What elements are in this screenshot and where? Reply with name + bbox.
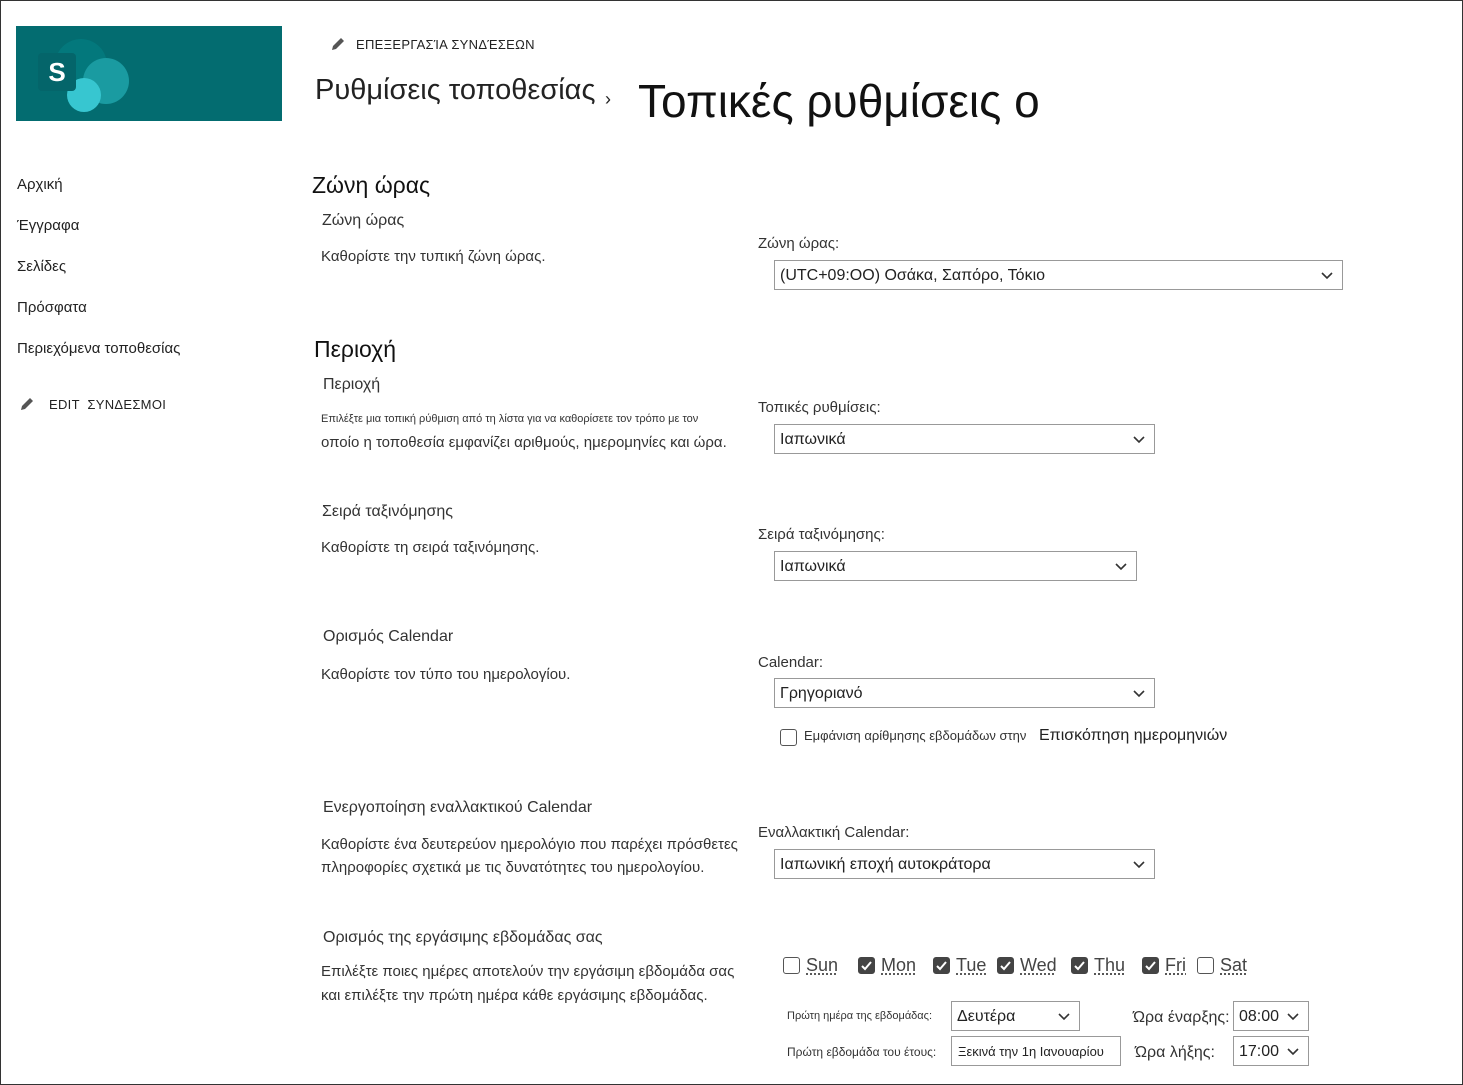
sort-description: Καθορίστε τη σειρά ταξινόμησης. <box>321 539 540 556</box>
breadcrumb-separator: › <box>605 89 611 109</box>
timezone-select[interactable] <box>774 260 1343 290</box>
quick-launch-nav <box>17 175 277 380</box>
end-time-label: Ώρα λήξης: <box>1135 1044 1215 1061</box>
chevron-down-icon <box>1114 560 1128 574</box>
calendar-label: Calendar: <box>758 654 824 671</box>
chevron-down-icon <box>1286 1045 1300 1059</box>
alt-calendar-select[interactable] <box>774 849 1155 879</box>
checkmark-icon <box>860 959 873 972</box>
chevron-down-icon <box>1057 1010 1071 1024</box>
work-day-1[interactable] <box>858 955 933 976</box>
work-day-0[interactable] <box>783 955 858 976</box>
alt-calendar-subheading: Ενεργοποίηση εναλλακτικού Calendar <box>323 799 593 816</box>
work-day-label: Tue <box>956 955 987 975</box>
first-week-field[interactable]: Ξεκινά την 1η Ιανουαρίου <box>951 1036 1121 1066</box>
work-week-description-line1: Επιλέξτε ποιες ημέρες αποτελούν την εργάσιμη εβδομάδα σας <box>321 963 735 980</box>
calendar-subheading: Ορισμός Calendar <box>323 628 454 645</box>
work-week-description-line2: και επιλέξτε την πρώτη ημέρα κάθε εργάσιμης εβδομάδας. <box>321 987 708 1004</box>
chevron-down-icon <box>1132 687 1146 701</box>
nav-edit-links-label: EDIT ΣΥΝΔΕΣΜΟΙ <box>49 396 167 412</box>
work-day-label: Mon <box>881 955 917 975</box>
pencil-icon <box>19 396 35 412</box>
locale-select[interactable] <box>774 424 1155 454</box>
chevron-down-icon <box>1286 1010 1300 1024</box>
timezone-description: Καθορίστε την τυπική ζώνη ώρας. <box>321 248 546 265</box>
checkmark-icon <box>1144 959 1157 972</box>
sort-select-value: Ιαπωνικά <box>780 558 846 575</box>
nav-item-pages[interactable]: Σελίδες <box>17 258 67 275</box>
work-days-row <box>783 955 1257 976</box>
nav-item-site-contents[interactable]: Περιεχόμενα τοποθεσίας <box>17 340 181 357</box>
week-numbers-checkbox[interactable] <box>780 729 797 746</box>
work-day-2[interactable] <box>933 955 997 976</box>
week-numbers-label-2: Επισκόπηση ημερομηνιών <box>1039 727 1228 744</box>
calendar-select-value: Γρηγοριανό <box>780 685 863 702</box>
nav-item-documents[interactable]: Έγγραφα <box>17 217 80 234</box>
site-logo[interactable] <box>16 26 282 121</box>
first-day-select[interactable] <box>951 1001 1080 1031</box>
calendar-description: Καθορίστε τον τύπο του ημερολογίου. <box>321 666 571 683</box>
work-day-label: Fri <box>1165 955 1186 975</box>
first-day-select-value: Δευτέρα <box>957 1008 1016 1025</box>
nav-edit-links[interactable] <box>19 396 166 412</box>
start-time-select[interactable] <box>1233 1001 1309 1031</box>
work-day-label: Sun <box>806 955 839 975</box>
alt-calendar-label: Εναλλακτική Calendar: <box>758 824 910 841</box>
end-time-select-value: 17:00 <box>1239 1043 1280 1060</box>
checkmark-icon <box>1073 959 1086 972</box>
start-time-select-value: 08:00 <box>1239 1008 1280 1025</box>
timezone-select-value: (UTC+09:OO) Οσάκα, Σαπόρο, Τόκιο <box>780 267 1046 284</box>
region-heading: Περιοχή <box>314 336 397 362</box>
logo-letter: S <box>48 57 66 87</box>
sort-label: Σειρά ταξινόμησης: <box>758 526 885 543</box>
work-day-checkbox[interactable] <box>858 957 875 974</box>
checkmark-icon <box>999 959 1012 972</box>
work-day-checkbox[interactable] <box>1142 957 1159 974</box>
checkmark-icon <box>935 959 948 972</box>
start-time-label: Ώρα έναρξης: <box>1133 1009 1230 1026</box>
first-day-label: Πρώτη ημέρα της εβδομάδας: <box>787 1010 933 1022</box>
work-day-checkbox[interactable] <box>1071 957 1088 974</box>
chevron-down-icon <box>1320 269 1334 283</box>
work-day-label: Sat <box>1220 955 1248 975</box>
work-day-label: Wed <box>1020 955 1057 975</box>
sharepoint-icon <box>36 31 146 116</box>
nav-item-home[interactable]: Αρχική <box>17 176 63 193</box>
locale-label: Τοπικές ρυθμίσεις: <box>758 399 881 416</box>
first-week-label: Πρώτη εβδομάδα του έτους: <box>787 1045 937 1059</box>
pencil-icon <box>330 36 346 52</box>
alt-calendar-description-line1: Καθορίστε ένα δευτερεύον ημερολόγιο που παρέχει πρόσθετες <box>321 836 738 853</box>
work-day-checkbox[interactable] <box>783 957 800 974</box>
edit-links-top-label: ΕΠΕΞΕΡΓΑΣΊΑ ΣΥΝΔΈΣΕΩΝ <box>356 36 535 52</box>
end-time-select[interactable] <box>1233 1036 1309 1066</box>
locale-description-line1: Επιλέξτε μια τοπική ρύθμιση από τη λίστα για να καθορίσετε τον τρόπο με τον <box>321 413 699 425</box>
locale-subheading: Περιοχή <box>323 376 381 393</box>
work-day-label: Thu <box>1094 955 1126 975</box>
calendar-select[interactable] <box>774 678 1155 708</box>
chevron-down-icon <box>1132 433 1146 447</box>
week-numbers-label: Εμφάνιση αρίθμησης εβδομάδων στην <box>804 728 1027 743</box>
alt-calendar-description-line2: πληροφορίες σχετικά με τις δυνατότητες του ημερολογίου. <box>321 859 705 876</box>
page-title: Τοπικές ρυθμίσεις ο <box>638 75 1040 127</box>
work-day-checkbox[interactable] <box>1197 957 1214 974</box>
timezone-heading: Ζώνη ώρας <box>312 172 431 198</box>
work-day-checkbox[interactable] <box>933 957 950 974</box>
locale-description-line2: οποίο η τοποθεσία εμφανίζει αριθμούς, ημερομηνίες και ώρα. <box>321 434 727 451</box>
work-week-subheading: Ορισμός της εργάσιμης εβδομάδας σας <box>323 929 603 946</box>
work-day-checkbox[interactable] <box>997 957 1014 974</box>
nav-item-recent[interactable]: Πρόσφατα <box>17 299 87 316</box>
edit-links-top[interactable] <box>330 36 535 52</box>
timezone-label: Ζώνη ώρας: <box>758 235 840 252</box>
sort-select[interactable] <box>774 551 1137 581</box>
work-day-6[interactable] <box>1197 955 1257 976</box>
timezone-subheading: Ζώνη ώρας <box>322 212 405 229</box>
work-day-3[interactable] <box>997 955 1071 976</box>
sort-subheading: Σειρά ταξινόμησης <box>322 503 453 520</box>
locale-select-value: Ιαπωνικά <box>780 431 846 448</box>
work-day-4[interactable] <box>1071 955 1142 976</box>
work-day-5[interactable] <box>1142 955 1197 976</box>
alt-calendar-select-value: Ιαπωνική εποχή αυτοκράτορα <box>780 856 991 873</box>
chevron-down-icon <box>1132 858 1146 872</box>
breadcrumb-site-settings[interactable]: Ρυθμίσεις τοποθεσίας <box>315 74 596 106</box>
